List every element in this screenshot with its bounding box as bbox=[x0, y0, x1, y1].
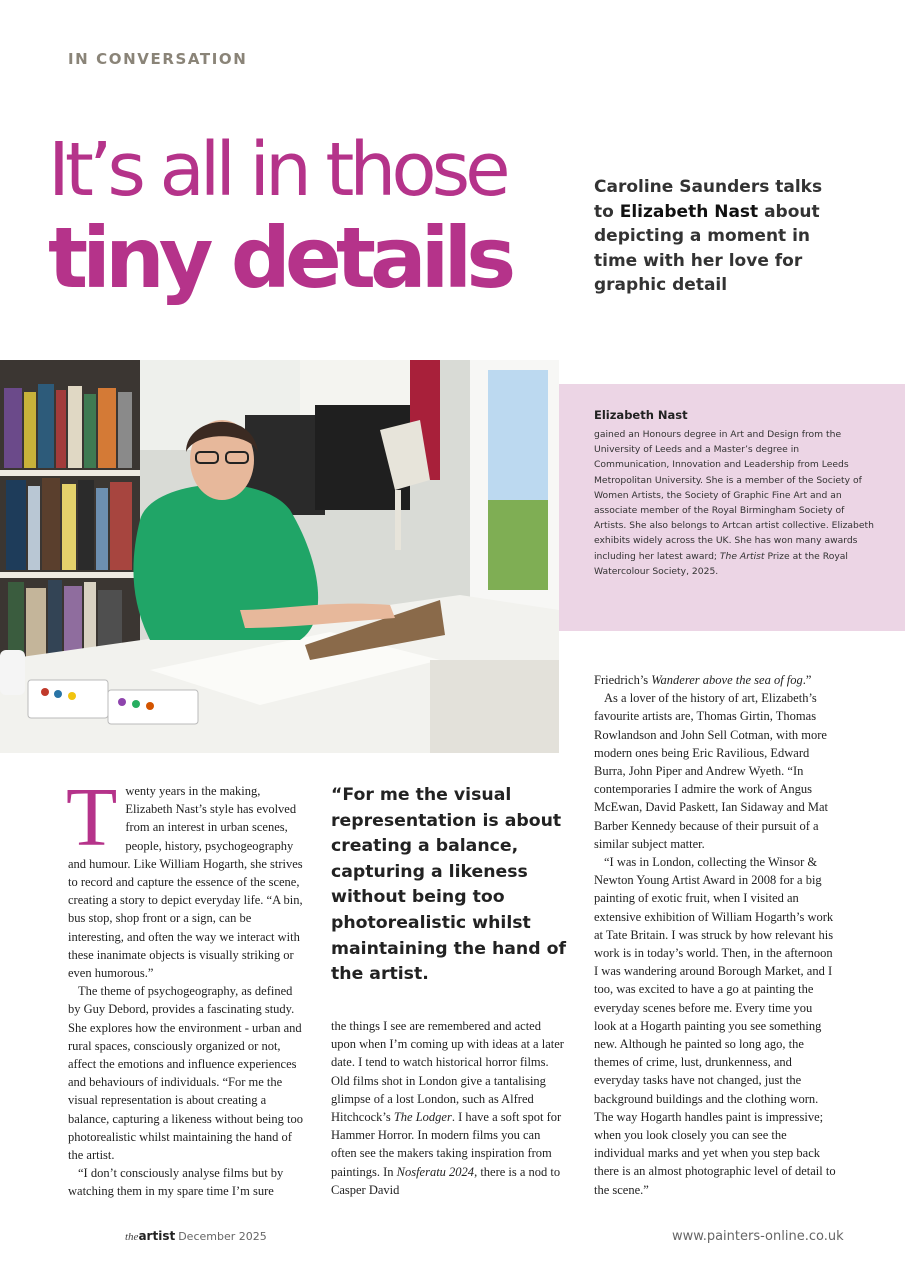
bio-text-pre: gained an Honours degree in Art and Design from the University of Leeds and a Master’s degree in Communication, Innovation and Leadership from Leeds Metropolitan University. She is a member of the Society of Women Artists, the Society of Graphic Fine Art and an associate member of the Royal Birmingham Society of Artists. She also belongs to Artcan artist collective. Elizabeth exhibits widely across the UK. She has won many awards including her latest award; bbox=[594, 429, 874, 562]
body-column-1 bbox=[66, 771, 308, 1201]
paragraph bbox=[331, 1017, 566, 1199]
painting-title: Wanderer above the sea of fog bbox=[651, 673, 803, 687]
footer-issue bbox=[125, 1229, 267, 1243]
footer-url[interactable]: www.painters-online.co.uk bbox=[672, 1229, 844, 1244]
pull-quote: “For me the visual representation is about creating a balance, capturing a likeness without being too photorealistic whilst maintaining the hand of the artist. bbox=[331, 785, 567, 985]
text-run: the things I see are remembered and acted upon when I’m coming up with ideas at a later date. I tend to watch historical horror films. Old films shot in London give a tantalising glimpse of a lost London, such as Alfred Hitchcock’s bbox=[331, 1019, 564, 1125]
paragraph bbox=[594, 671, 836, 689]
paragraph: As a lover of the history of art, Elizabeth’s favourite artists are, Thomas Girtin, Thomas Rowlandson and John Sell Cotman, with more modern ones being Eric Ravilious, Edward Burra, John Piper and Andrew Wyeth. “In contemporaries I admire the work of Angus McEwan, David Paskett, Ian Sidaway and Mat Barber Kennedy because of their pursuit of a similar subject matter. bbox=[594, 691, 828, 851]
bio-text-post: Prize at the Royal Watercolour Society, 2025. bbox=[594, 550, 848, 577]
film-title: Nosferatu 2024 bbox=[396, 1164, 475, 1179]
standfirst-post: about depicting a moment in time with her love for graphic detail bbox=[594, 201, 820, 295]
section-label: IN CONVERSATION bbox=[68, 50, 248, 68]
headline-line-1: It’s all in those bbox=[48, 127, 506, 213]
film-title: The Lodger bbox=[393, 1110, 452, 1125]
logo-artist: artist bbox=[138, 1229, 176, 1243]
issue-date: December 2025 bbox=[178, 1230, 267, 1243]
drop-cap: T bbox=[66, 771, 118, 864]
paragraph: The theme of psychogeography, as defined by Guy Debord, provides a fascinating study. She explores how the environment - urban and rural spaces, consciously organized or not, affect the emotions and influence experiences and behaviours of individuals. “For me the visual representation is about creating a balance, capturing a likeness without being too photorealistic whilst maintaining the hand of the artist. bbox=[68, 984, 304, 1163]
standfirst bbox=[594, 175, 834, 298]
body-column-3 bbox=[594, 671, 836, 1199]
text-run: . I have a soft spot for Hammer Horror. In modern films you can often see the makers taking inspiration from paintings. In bbox=[331, 1110, 562, 1179]
logo-the: the bbox=[125, 1231, 139, 1243]
bio-name: Elizabeth Nast bbox=[594, 408, 688, 422]
paragraph bbox=[66, 771, 308, 982]
paragraph: “I was in London, collecting the Winsor & Newton Young Artist Award in 2008 for a big painting of exotic fruit, when I visited an extensive exhibition of William Hogarth’s work at Tate Britain. I was struck by how relevant his work is in today’s world. Then, in the afternoon I was wandering around Borough Market, and I too, was excited to have a go at painting the everyday scenes before me. Every time you look at a Hogarth painting you see something new. Although he painted so long ago, the themes of crime, lust, drunkenness, and everyday tasks have not changed, just the background buildings and the clothing worn. The way Hogarth handles paint is impressive; when you look closely you can see the individual marks and yet when you step back there is an almost photographic level of detail to the scene.” bbox=[594, 855, 836, 1197]
standfirst-pre: Caroline Saunders talks to bbox=[594, 177, 823, 222]
bio-text bbox=[594, 427, 874, 579]
bio-panel bbox=[559, 384, 905, 631]
text-run: Friedrich’s bbox=[594, 673, 652, 687]
paragraph-text: wenty years in the making, Elizabeth Nast’s style has evolved from an interest in urban scenes, people, history, psychogeography and humour. Like William Hogarth, she strives to record and capture the essence of the scene, creating a story to depict everyday life. “A bin, bus stop, shop front or a sign, can be interesting, and often the way we interact with these inanimate objects is visually striking or even humorous.” bbox=[68, 784, 303, 981]
standfirst-name: Elizabeth Nast bbox=[619, 201, 759, 222]
text-run: , there is a nod to Casper David bbox=[331, 1164, 561, 1197]
bio-text-italic: The Artist bbox=[719, 550, 765, 562]
paragraph: “I don’t consciously analyse films but by watching them in my spare time I’m sure bbox=[68, 1166, 284, 1199]
body-column-2 bbox=[331, 1017, 566, 1199]
headline-line-2: tiny details bbox=[48, 209, 511, 307]
headline bbox=[48, 127, 568, 307]
text-run: .” bbox=[802, 673, 812, 687]
artist-photo bbox=[0, 360, 559, 753]
